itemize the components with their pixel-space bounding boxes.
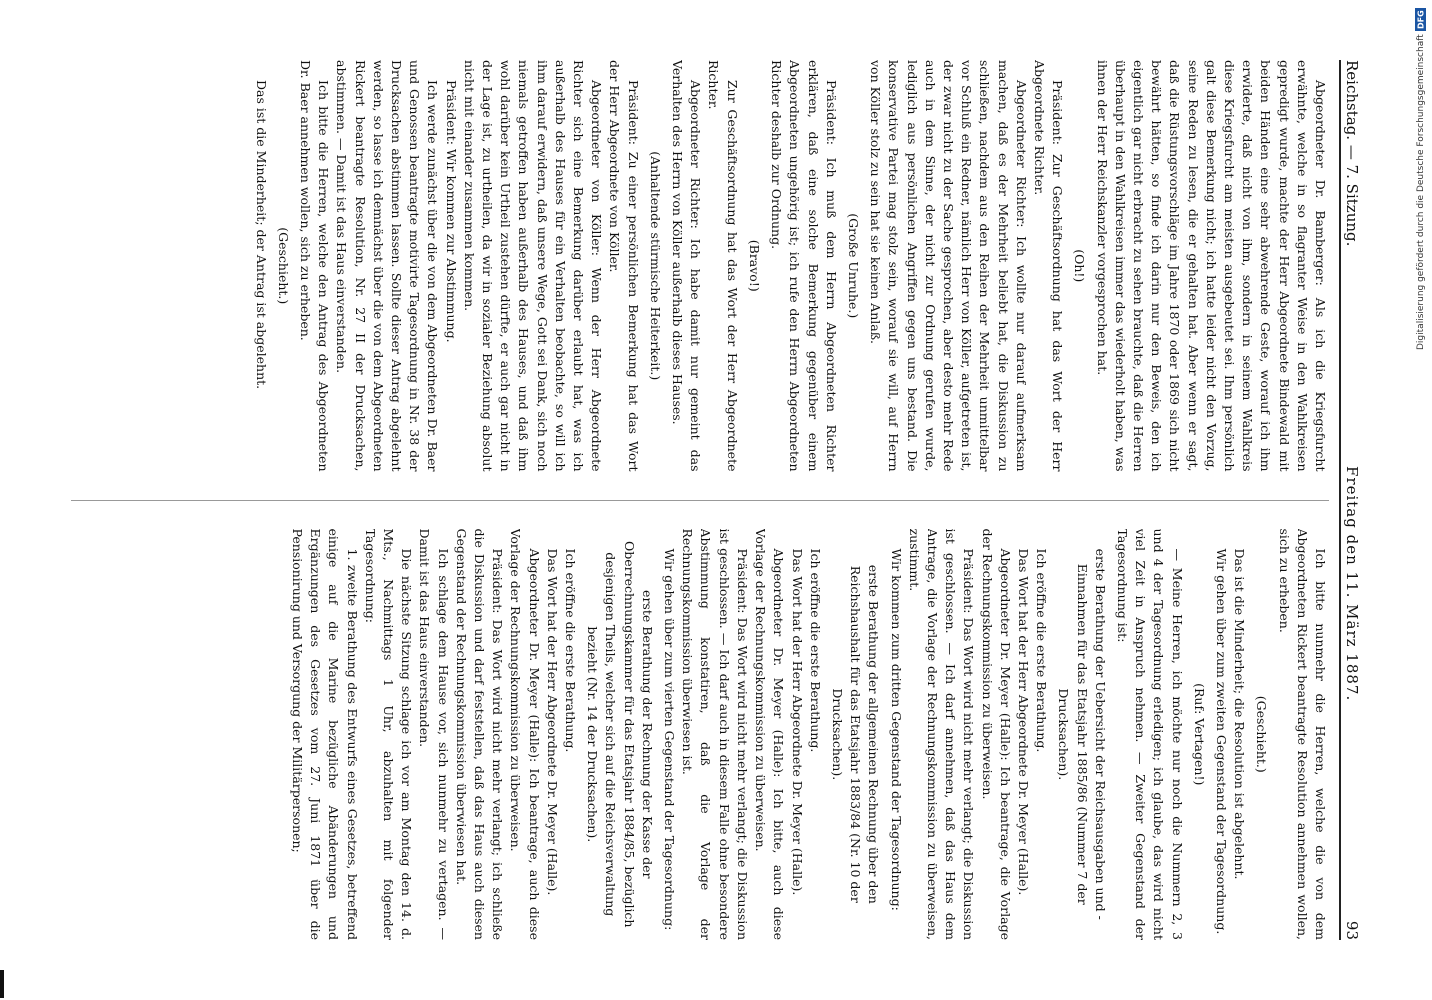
scan-edge-mark [0, 970, 4, 998]
paragraph: Präsident: Wir kommen zur Abstimmung. [443, 80, 459, 343]
centered-line: (Geschieht.) [1254, 695, 1270, 773]
paragraph: Das Wort hat der Herr Abgeordnete Dr. Meyer (Halle). [544, 548, 560, 896]
paragraph: Präsident: Das Wort wird nicht mehr verlangt; die Diskussion ist geschlossen. — Ich darf annehmen, daß das Haus dem Antrage, die Vorlage der Rechnungskommission zu überweisen, zustimmt. [906, 528, 977, 940]
centered-line: (Anhaltende stürmische Heiterkeit.) [647, 151, 663, 381]
paragraph: Das ist die Minderheit; der Antrag ist abgelehnt. [253, 80, 269, 390]
right-column [71, 529, 1329, 941]
paragraph: Abgeordneter Richter: Ich wollte nur darauf aufmerksam machen, daß es der Mehrheit beliebt hat, die Diskussion zu schließen, nachdem aus den Reihen der Mehrheit unmittelbar vor Schluß ein Redner, nämlich Herr von Köller, aufgetreten ist, der zwar nicht zu der Sache gesprochen, aber desto mehr Rede auch in dem Sinne, der nicht zur Ordnung gerufen wurde, lediglich aus persönlichen Angriffen gegen uns bestand. Die konservative Partei mag stolz sein, worauf sie will, auf Herrn von Köller stolz zu sein hat sie keinen Anlaß. [868, 60, 1029, 472]
paragraph: Die nächste Sitzung schlage ich vor am Montag den 14. d. Mts., Nachmittags 1 Uhr, abzuhalten mit folgender Tagesordnung: [362, 528, 415, 940]
paragraph: Zur Geschäftsordnung hat das Wort der Herr Abgeordnete Richter. [706, 60, 740, 472]
paragraph: 1. zweite Berathung des Entwurfs eines Gesetzes, betreffend einige auf die Marine bezügliche Abänderungen und Ergänzungen des Gesetzes vom 27. Juni 1871 über die Pensionirung und Versorgung der Militärpersonen; [290, 528, 360, 940]
paragraph: Abgeordneter Dr. Meyer (Halle): Ich bitte, auch diese Vorlage der Rechnungskommission zu überweisen. [753, 528, 787, 940]
paragraph: Abgeordneter von Köller: Wenn der Herr Abgeordnete Richter sich eine Bemerkung darüber erlaubt hat, was ich außerhalb des Hauses für ein Verhalten beobachte, so will ich ihm darauf erwidern, daß unsere Wege, Gott sei Dank, sich noch niemals getroffen haben außerhalb des Hauses, und daß ihm wohl darüber kein Urtheil zustehen dürfte, er auch gar nicht in der Lage ist, zu urtheilen, da wir in sozialer Beziehung absolut nicht mit einander zusammen kommen. [461, 60, 605, 472]
paragraph: Ich eröffne die erste Berathung. [807, 548, 823, 753]
centered-line: (Oh!) [1072, 249, 1088, 283]
left-column [71, 60, 1329, 472]
centered-line: erste Berathung der Uebersicht der Reichsausgaben und -Einnahmen für das Etatsjahr 1885/86 (Nummer 7 der Drucksachen). [1056, 548, 1108, 920]
centered-line: (Geschieht.) [275, 227, 291, 305]
page-number: 93 [1343, 920, 1361, 940]
paragraph: Das Wort hat der Herr Abgeordnete Dr. Meyer (Halle). [789, 548, 805, 896]
centered-line: (Große Unruhe.) [845, 213, 861, 319]
credit-text: Digitalisierung gefördert durch die Deutsche Forschungsgemeinschaft [1416, 34, 1426, 351]
digitization-credit [1414, 8, 1428, 998]
paragraph: Abgeordneter Richter: Ich habe damit nur gemeint das Verhalten des Herrn von Köller außerhalb dieses Hauses. [670, 60, 704, 472]
centered-line: (Bravo!) [746, 239, 762, 292]
paragraph: Präsident: Zur Geschäftsordnung hat das Wort der Herr Abgeordnete Richter. [1031, 60, 1066, 472]
paragraph: Abgeordneter Dr. Meyer (Halle): Ich beantrage, auch diese Vorlage der Rechnungskommission zu überweisen. [508, 528, 542, 940]
paragraph: Wir gehen über zum zweiten Gegenstand der Tagesordnung. [1213, 548, 1229, 935]
paragraph: Das ist die Minderheit; die Resolution ist abgelehnt. [1232, 548, 1248, 880]
centered-line: (Ruf: Vertagen!) [1191, 683, 1207, 786]
paragraph: Ich bitte nunmehr die Herren, welche die von dem Abgeordneten Rickert beantragte Resolution annehmen wollen, sich zu erheben. [1276, 528, 1328, 940]
centered-line: erste Berathung der Rechnung der Kasse der Oberrechnungskammer für das Etatsjahr 1884/85, bezüglich desjenigen Theils, welcher sich auf die Reichsverwaltung bezieht (Nr. 14 der Drucksachen). [585, 541, 655, 928]
paragraph: Das Wort hat der Herr Abgeordnete Dr. Meyer (Halle). [1015, 548, 1031, 896]
text-columns [71, 60, 1329, 940]
running-head [1339, 60, 1363, 940]
paragraph: — Meine Herren, ich möchte nur noch die Nummern 2, 3 und 4 der Tagesordnung erledigen; ich glaube, das wird nicht viel Zeit in Anspruch nehmen. — Zweiter Gegenstand der Tagesordnung ist: [1114, 528, 1185, 940]
paragraph: Ich eröffne die erste Berathung. [563, 548, 579, 753]
paragraph: Ich eröffne die erste Berathung. [1034, 548, 1050, 753]
paragraph: Präsident: Zu einer persönlichen Bemerkung hat das Wort der Herr Abgeordnete von Köller. [607, 60, 641, 472]
paragraph: Ich schlage dem Hause vor, sich nunmehr zu vertagen. — Damit ist das Haus einverstanden. [417, 528, 451, 940]
running-head-date: Freitag den 11. März 1887. [1343, 466, 1361, 702]
paragraph: Abgeordneter Dr. Meyer (Halle): Ich beantrage, die Vorlage der Rechnungskommission zu überweisen. [979, 528, 1013, 940]
dfg-logo: DFG [1416, 10, 1426, 29]
document-page [51, 20, 1381, 980]
paragraph: Ich bitte die Herren, welche den Antrag des Abgeordneten Dr. Baer annehmen wollen, sich zu erheben. [298, 60, 332, 472]
paragraph: Präsident: Ich muß dem Herrn Abgeordneten Richter erklären, daß eine solche Bemerkung gegenüber einem Abgeordneten ungehörig ist; ich rufe den Herrn Abgeordneten Richter deshalb zur Ordnung. [769, 60, 839, 472]
paragraph: Ich werde zunächst über die von dem Abgeordneten Dr. Baer und Genossen beantragte motivirte Tagesordnung in Nr. 38 der Drucksachen abstimmen lassen. Sollte dieser Antrag abgelehnt werden, so lasse ich demnächst über die von dem Abgeordneten Rickert beantragte Resolution, Nr. 27 II der Drucksachen, abstimmen. — Damit ist das Haus einverstanden. [334, 60, 441, 472]
paragraph: Wir kommen zum dritten Gegenstand der Tagesordnung: [888, 548, 904, 911]
centered-line: erste Berathung der allgemeinen Rechnung über den Reichshaushalt für das Etatsjahr 1883/84 (Nr. 10 der Drucksachen). [829, 564, 882, 904]
paragraph: Präsident: Das Wort wird nicht mehr verlangt; die Diskussion ist geschlossen. — Ich darf auch in diesem Falle ohne besondere Abstimmung konstatiren, daß die Vorlage der Rechnungskommission überwiesen ist. [680, 528, 750, 940]
paragraph: Präsident: Das Wort wird nicht mehr verlangt; ich schließe die Diskussion und darf feststellen, daß das Haus auch diesen Gegenstand der Rechnungskommission überwiesen hat. [453, 528, 506, 940]
paragraph: Wir gehen über zum vierten Gegenstand der Tagesordnung: [662, 548, 678, 931]
paragraph: Abgeordneter Dr. Bamberger: Als ich die Kriegsfurcht erwähnte, welche in so flagranter Weise in den Wahlkreisen gepredigt wurde, machte der Herr Abgeordnete Bindewald mit beiden Händen eine sehr abwehrende Geste, worauf ich ihm erwiderte, daß nicht von ihm, sondern in seinem Wahlkreis diese Kriegsfurcht am meisten ausgebeutet sei. Ihm persönlich galt diese Bemerkung nicht; ich hatte leider nicht den Vorzug, seine Reden zu lesen, die er gehalten hat. Aber wenn er sagt, daß die Rüstungsvorschläge im Jahre 1870 oder 1869 sich nicht bewährt hätten, so finde ich darin nur den Beweis, den ich eigentlich gar nicht erbracht zu sehen brauchte, daß die Herren überhaupt in den Wahlkreisen immer das wiederholt haben, was ihnen der Herr Reichskanzler vorgesprochen hat. [1094, 60, 1328, 472]
running-head-left: Reichstag. — 7. Sitzung. [1343, 60, 1361, 247]
column-divider [71, 500, 1329, 501]
